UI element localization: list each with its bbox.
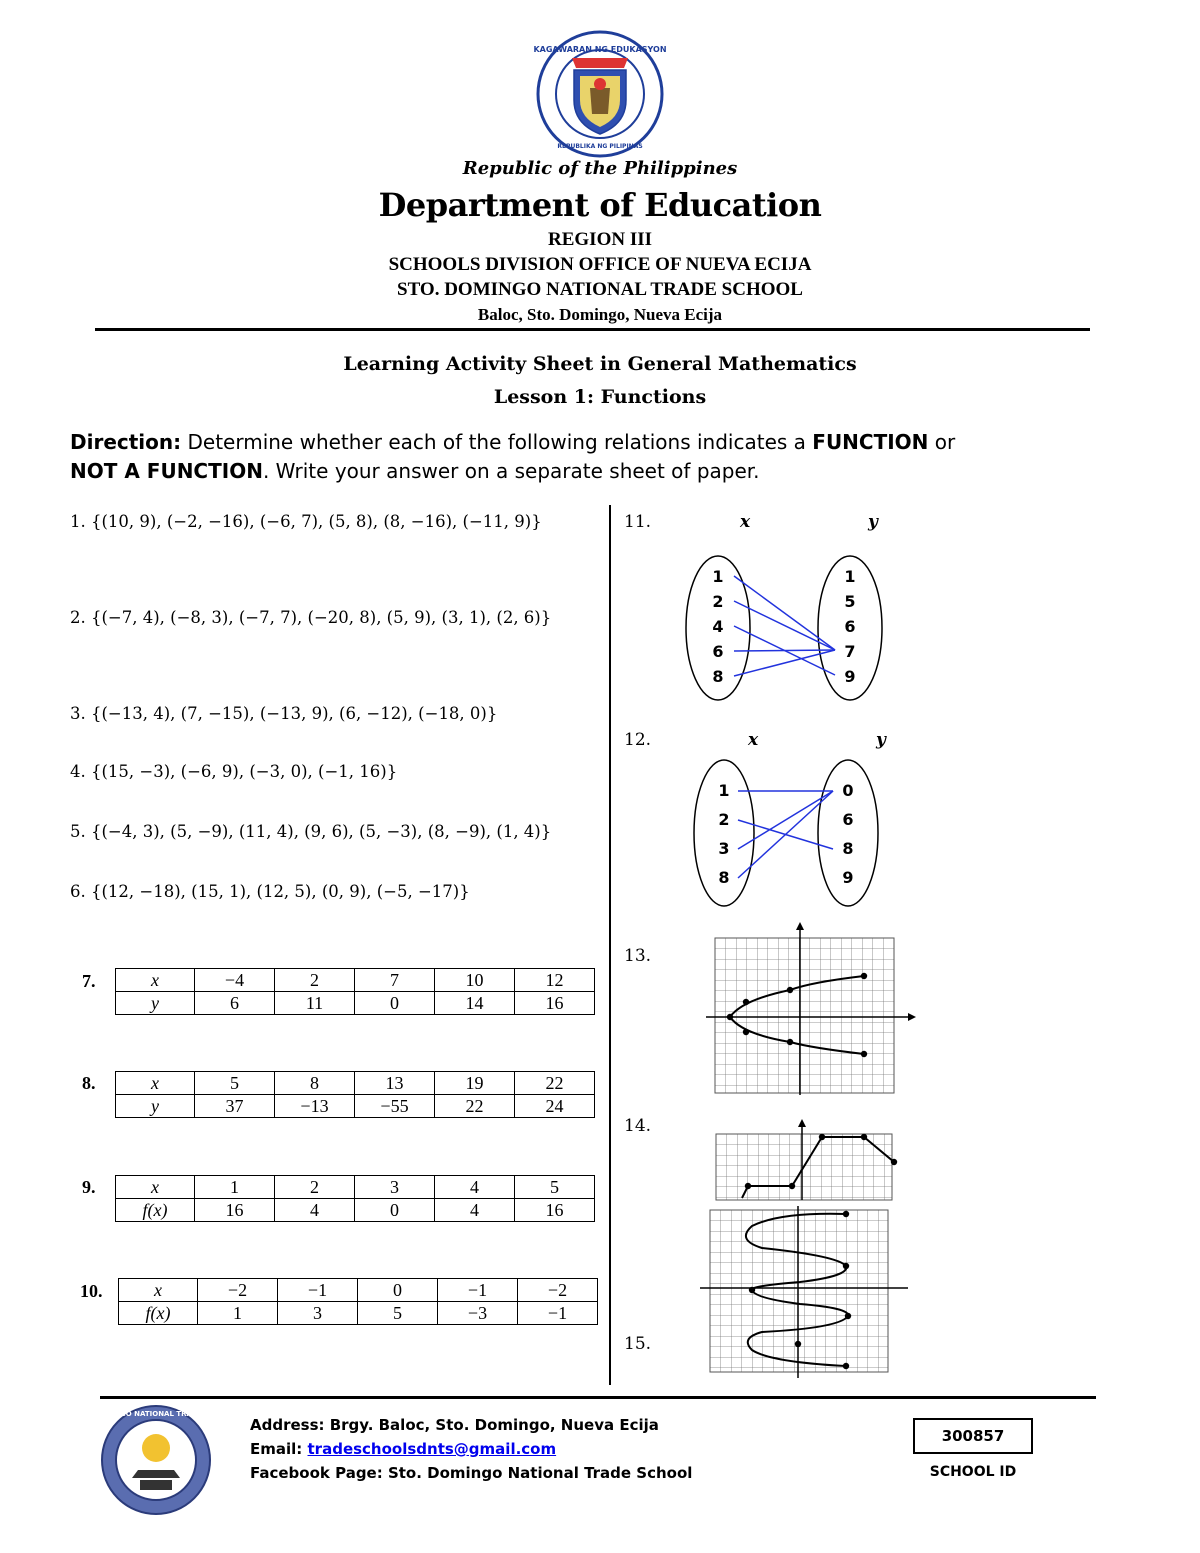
- table-cell: 4: [275, 1199, 355, 1222]
- column-divider: [609, 505, 611, 1385]
- seal-inner-text: REPUBLIKA NG PILIPINAS: [557, 143, 643, 150]
- school-id-value: 300857: [913, 1418, 1033, 1454]
- graph-point: [787, 1039, 793, 1045]
- table-cell: 0: [355, 1199, 435, 1222]
- table-cell: 7: [355, 969, 435, 992]
- mapping-diagram-12: [690, 758, 890, 910]
- y-axis-arrow: [798, 1119, 806, 1127]
- school-id-label: SCHOOL ID: [929, 1464, 1017, 1480]
- table-cell: 6: [195, 992, 275, 1015]
- direction-text: [70, 428, 1150, 486]
- direction-or: or: [928, 430, 956, 454]
- domain-value: 1: [712, 567, 724, 586]
- item-9-number: 9.: [82, 1177, 96, 1197]
- header-divider: [95, 328, 1090, 331]
- division-heading: SCHOOLS DIVISION OFFICE OF NUEVA ECIJA: [388, 254, 812, 275]
- table-cell: 2: [275, 969, 355, 992]
- table-7: [115, 968, 595, 1015]
- item-2: 2. {(−7, 4), (−8, 3), (−7, 7), (−20, 8), (5, 9), (3, 1), (2, 6)}: [70, 608, 552, 627]
- item-10-number: 10.: [80, 1281, 103, 1301]
- table-row: [119, 1302, 598, 1325]
- graph-14: [712, 1118, 902, 1200]
- range-value: 8: [842, 839, 854, 858]
- item-8-number: 8.: [82, 1073, 96, 1093]
- table-cell: 19: [435, 1072, 515, 1095]
- graph-point: [789, 1183, 795, 1189]
- table-cell: −3: [438, 1302, 518, 1325]
- table-header: f(x): [116, 1199, 195, 1222]
- table-header: x: [116, 1176, 195, 1199]
- graph-point: [749, 1287, 755, 1293]
- table-cell: 22: [435, 1095, 515, 1118]
- not-function-keyword: NOT A FUNCTION: [70, 459, 263, 483]
- table-cell: 5: [515, 1176, 595, 1199]
- range-value: 9: [842, 868, 854, 887]
- table-cell: 22: [515, 1072, 595, 1095]
- item-3: 3. {(−13, 4), (7, −15), (−13, 9), (6, −12), (−18, 0)}: [70, 704, 498, 723]
- table-cell: −1: [518, 1302, 598, 1325]
- table-cell: 14: [435, 992, 515, 1015]
- table-cell: 10: [435, 969, 515, 992]
- table-cell: 12: [515, 969, 595, 992]
- table-cell: 16: [515, 992, 595, 1015]
- graph-point: [795, 1341, 801, 1347]
- table-cell: 5: [358, 1302, 438, 1325]
- direction-part2: . Write your answer on a separate sheet of paper.: [262, 459, 760, 483]
- logo-text: STO DOMINGO NATIONAL TRADE SCHOOL: [74, 1410, 238, 1418]
- graph-15: [700, 1206, 912, 1378]
- grid: [715, 938, 894, 1093]
- table-header: f(x): [119, 1302, 198, 1325]
- table-row: [119, 1279, 598, 1302]
- graph-point: [819, 1134, 825, 1140]
- mapping-11-y-header: y: [868, 512, 878, 532]
- table-cell: 5: [195, 1072, 275, 1095]
- sheet-title: Learning Activity Sheet in General Mathematics: [343, 353, 857, 375]
- email-link[interactable]: tradeschoolsdnts@gmail.com: [307, 1440, 557, 1458]
- footer-email-label: Email:: [250, 1440, 308, 1458]
- table-cell: 1: [198, 1302, 278, 1325]
- item-15-number: 15.: [624, 1334, 652, 1354]
- domain-value: 1: [718, 781, 730, 800]
- table-cell: 16: [195, 1199, 275, 1222]
- mapping-12-y-header: y: [876, 730, 886, 750]
- graph-point: [727, 1014, 733, 1020]
- table-cell: −2: [198, 1279, 278, 1302]
- footer-facebook: Facebook Page: Sto. Domingo National Trade School: [250, 1464, 693, 1482]
- footer-address: Address: Brgy. Baloc, Sto. Domingo, Nueva Ecija: [250, 1416, 659, 1434]
- range-value: 6: [842, 810, 854, 829]
- domain-value: 4: [712, 617, 724, 636]
- table-cell: 37: [195, 1095, 275, 1118]
- range-value: 0: [842, 781, 854, 800]
- mapping-arrow: [734, 650, 835, 676]
- table-cell: −55: [355, 1095, 435, 1118]
- table-header: x: [116, 969, 195, 992]
- table-row: [116, 1095, 595, 1118]
- graph-point: [861, 1051, 867, 1057]
- republic-heading: Republic of the Philippines: [462, 158, 738, 179]
- table-row: [116, 1072, 595, 1095]
- table-row: [116, 1176, 595, 1199]
- y-axis-arrow: [796, 922, 804, 930]
- table-cell: 24: [515, 1095, 595, 1118]
- table-8: [115, 1071, 595, 1118]
- table-header: x: [119, 1279, 198, 1302]
- seal-outer-text: KAGAWARAN NG EDUKASYON: [533, 45, 667, 54]
- function-keyword: FUNCTION: [812, 430, 929, 454]
- mapping-11-x-header: x: [740, 512, 751, 532]
- item-12-number: 12.: [624, 730, 652, 750]
- graph-point: [891, 1159, 897, 1165]
- table-cell: 3: [355, 1176, 435, 1199]
- table-cell: 11: [275, 992, 355, 1015]
- domain-value: 8: [712, 667, 724, 686]
- mapping-12-x-header: x: [748, 730, 759, 750]
- mapping-diagram-11: [680, 548, 895, 708]
- grid: [710, 1210, 888, 1372]
- table-cell: −1: [438, 1279, 518, 1302]
- graph-13: [702, 920, 922, 1095]
- region-heading: REGION III: [548, 229, 652, 250]
- direction-part1: Determine whether each of the following relations indicates a: [181, 430, 813, 454]
- graph-point: [843, 1263, 849, 1269]
- graph-point: [845, 1313, 851, 1319]
- table-cell: −4: [195, 969, 275, 992]
- table-row: [116, 992, 595, 1015]
- domain-value: 3: [718, 839, 730, 858]
- range-value: 1: [844, 567, 856, 586]
- range-value: 5: [844, 592, 856, 611]
- department-heading: Department of Education: [378, 186, 822, 224]
- domain-value: 2: [712, 592, 724, 611]
- table-header: x: [116, 1072, 195, 1095]
- graph-point: [745, 1183, 751, 1189]
- table-cell: 3: [278, 1302, 358, 1325]
- item-1: 1. {(10, 9), (−2, −16), (−6, 7), (5, 8), (8, −16), (−11, 9)}: [70, 512, 542, 531]
- school-heading: STO. DOMINGO NATIONAL TRADE SCHOOL: [397, 279, 803, 300]
- range-value: 6: [844, 617, 856, 636]
- range-value: 7: [844, 642, 856, 661]
- table-10: [118, 1278, 598, 1325]
- table-cell: 16: [515, 1199, 595, 1222]
- table-cell: −2: [518, 1279, 598, 1302]
- item-13-number: 13.: [624, 946, 652, 966]
- table-cell: −13: [275, 1095, 355, 1118]
- table-9: [115, 1175, 595, 1222]
- graph-point: [861, 973, 867, 979]
- item-14-number: 14.: [624, 1116, 652, 1136]
- domain-value: 8: [718, 868, 730, 887]
- item-7-number: 7.: [82, 971, 96, 991]
- item-5: 5. {(−4, 3), (5, −9), (11, 4), (9, 6), (5, −3), (8, −9), (1, 4)}: [70, 822, 552, 841]
- table-header: y: [116, 1095, 195, 1118]
- direction-label: Direction:: [70, 430, 182, 454]
- graph-point: [843, 1363, 849, 1369]
- school-logo: [74, 1404, 238, 1516]
- item-11-number: 11.: [624, 512, 652, 532]
- footer-divider: [100, 1396, 1096, 1399]
- table-cell: 4: [435, 1199, 515, 1222]
- domain-value: 2: [718, 810, 730, 829]
- table-header: y: [116, 992, 195, 1015]
- footer-email-line: [250, 1440, 556, 1458]
- domain-value: 6: [712, 642, 724, 661]
- table-cell: 2: [275, 1176, 355, 1199]
- school-address: Baloc, Sto. Domingo, Nueva Ecija: [477, 305, 723, 324]
- table-row: [116, 1199, 595, 1222]
- table-cell: 0: [355, 992, 435, 1015]
- mapping-arrow: [734, 650, 835, 651]
- table-cell: −1: [278, 1279, 358, 1302]
- table-row: [116, 969, 595, 992]
- table-cell: 8: [275, 1072, 355, 1095]
- item-6: 6. {(12, −18), (15, 1), (12, 5), (0, 9), (−5, −17)}: [70, 882, 470, 901]
- table-cell: 4: [435, 1176, 515, 1199]
- table-cell: 1: [195, 1176, 275, 1199]
- item-4: 4. {(15, −3), (−6, 9), (−3, 0), (−1, 16)}: [70, 762, 398, 781]
- x-axis-arrow: [908, 1013, 916, 1021]
- graph-point: [861, 1134, 867, 1140]
- table-cell: 0: [358, 1279, 438, 1302]
- graph-point: [743, 1029, 749, 1035]
- graph-point: [787, 987, 793, 993]
- range-value: 9: [844, 667, 856, 686]
- graph-point: [743, 999, 749, 1005]
- deped-seal-logo: [533, 30, 667, 158]
- table-cell: 13: [355, 1072, 435, 1095]
- graph-point: [843, 1211, 849, 1217]
- lesson-title: Lesson 1: Functions: [493, 386, 707, 408]
